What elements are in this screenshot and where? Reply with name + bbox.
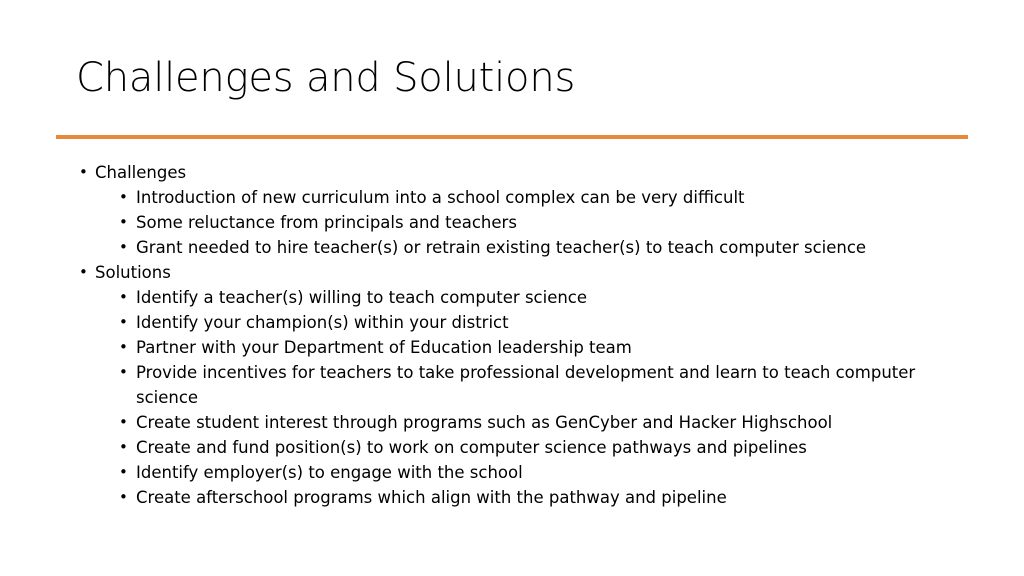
- outline-sublist: [95, 285, 976, 510]
- list-item-label: • Partner with your Department of Education leadership team: [136, 338, 632, 357]
- list-item-label: • Identify employer(s) to engage with the school: [136, 463, 523, 482]
- list-item: [95, 435, 976, 460]
- list-item: [95, 335, 976, 360]
- list-item-label: • Identify your champion(s) within your district: [136, 313, 509, 332]
- list-item: [95, 360, 976, 410]
- title-block: [76, 55, 976, 101]
- list-item-label: • Create afterschool programs which align with the pathway and pipeline: [136, 488, 727, 507]
- list-item: [95, 235, 976, 260]
- outline-list: [56, 160, 976, 510]
- list-item: [95, 410, 976, 435]
- slide-body: [56, 160, 976, 510]
- title-divider-rule: [56, 135, 968, 139]
- list-item-label: • Grant needed to hire teacher(s) or retrain existing teacher(s) to teach computer science: [136, 238, 867, 257]
- outline-section-heading-label: • Solutions: [95, 263, 171, 282]
- list-item-label: • Introduction of new curriculum into a school complex can be very difficult: [136, 188, 745, 207]
- list-item: [95, 285, 976, 310]
- outline-section-heading: [56, 160, 976, 185]
- outline-sublist: [95, 185, 976, 260]
- list-item: [95, 485, 976, 510]
- list-item: [95, 185, 976, 210]
- list-item-label: • Provide incentives for teachers to take professional development and learn to teach computer science: [136, 363, 916, 407]
- list-item-label: • Identify a teacher(s) willing to teach computer science: [136, 288, 588, 307]
- page-title: Challenges and Solutions: [76, 55, 576, 101]
- list-item-label: • Some reluctance from principals and teachers: [136, 213, 517, 232]
- list-item: [95, 210, 976, 235]
- list-item: [95, 310, 976, 335]
- outline-section-heading: [56, 260, 976, 285]
- list-item: [95, 460, 976, 485]
- outline-section-heading-label: • Challenges: [95, 163, 187, 182]
- list-item-label: • Create student interest through programs such as GenCyber and Hacker Highschool: [136, 413, 833, 432]
- list-item-label: • Create and fund position(s) to work on computer science pathways and pipelines: [136, 438, 807, 457]
